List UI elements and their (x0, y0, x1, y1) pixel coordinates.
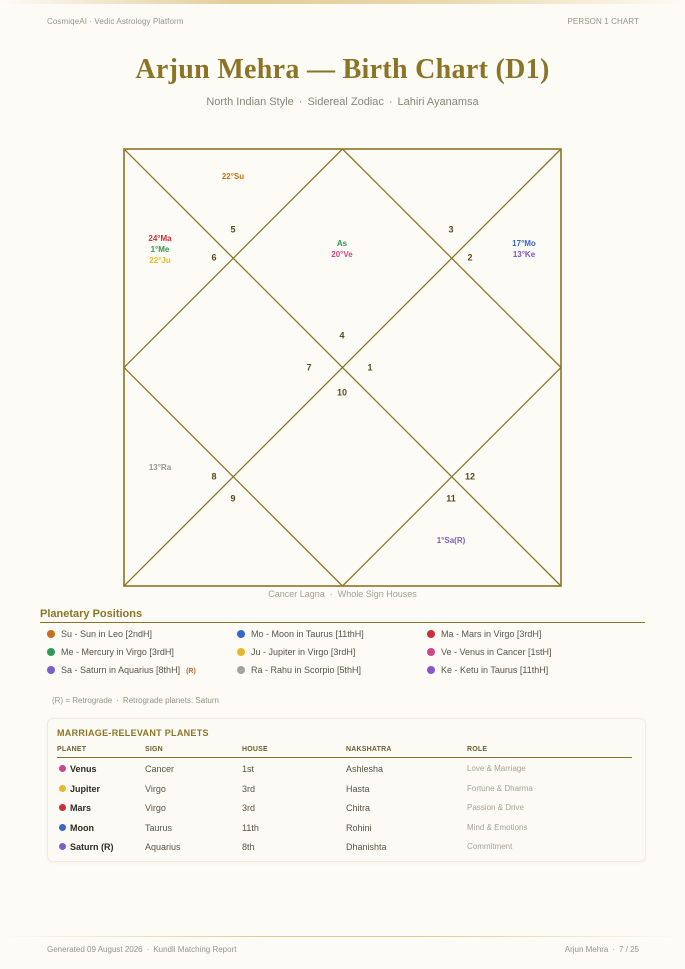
col-nakshatra: NAKSHATRA (346, 746, 392, 753)
planet-house: 3rd (242, 783, 256, 794)
subtitle-separator: · (388, 96, 393, 108)
planet-house: 1st (242, 764, 255, 774)
planet-label: 13°Ke (512, 250, 536, 260)
planet-position-item (427, 627, 541, 641)
table-row (57, 762, 632, 776)
subtitle-ayanamsa: Lahiri Ayanamsa (397, 96, 479, 108)
retrograde-badge: (R) (186, 668, 196, 675)
planet-role: Fortune & Dharma (467, 783, 533, 793)
table-row (57, 821, 632, 835)
chart-grid-lines (124, 149, 561, 586)
house-number-labels (211, 224, 475, 503)
col-planet: PLANET (57, 746, 87, 753)
subtitle-separator: · (298, 96, 303, 108)
table-row (57, 782, 632, 796)
planet-label: 17°Mo (512, 239, 536, 249)
house-number-1: 1 (367, 362, 373, 373)
col-role: ROLE (467, 746, 488, 753)
house-number-4: 4 (339, 330, 345, 341)
house-number-5: 5 (230, 224, 236, 235)
planet-color-dot (59, 785, 66, 792)
footer-divider (0, 936, 685, 937)
planet-color-dot (427, 666, 435, 674)
footer-separator: · (612, 945, 615, 954)
planet-color-dot (59, 804, 66, 811)
table-row (57, 801, 632, 815)
planet-position-item (237, 663, 361, 677)
planet-nakshatra: Chitra (346, 803, 371, 813)
house-number-8: 8 (211, 471, 217, 482)
planet-color-dot (47, 648, 55, 656)
retro-separator: · (116, 696, 119, 705)
footer-generated: Generated 09 August 2026 (47, 945, 143, 954)
planet-house: 8th (242, 842, 255, 852)
retrograde-note (52, 696, 219, 705)
planet-position-label: Ke - Ketu in Taurus [11thH] (441, 665, 549, 675)
planet-label: 20°Ve (331, 250, 353, 260)
planet-role: Commitment (467, 842, 513, 851)
planet-color-dot (237, 630, 245, 638)
planet-position-label: Ra - Rahu in Scorpio [5thH] (251, 665, 362, 675)
subtitle-style: North Indian Style (206, 96, 294, 108)
planet-label: 24°Ma (148, 234, 172, 244)
footer-separator: · (146, 945, 150, 954)
chart-caption (0, 589, 685, 599)
planet-sign: Taurus (145, 822, 173, 833)
planet-label: 22°Su (221, 172, 245, 182)
planet-position-label: Me - Mercury in Virgo [3rdH] (61, 647, 174, 657)
table-header-rule (57, 757, 632, 758)
planet-sign: Virgo (145, 783, 166, 794)
footer-report: Kundli Matching Report (153, 945, 237, 954)
retrograde-legend: (R) = Retrograde (52, 696, 113, 705)
planet-role: Love & Marriage (467, 764, 526, 773)
planet-color-dot (47, 630, 55, 638)
caption-lagna: Cancer Lagna (268, 589, 325, 599)
planet-position-item (47, 663, 196, 677)
retrograde-list: Retrograde planets: Saturn (122, 696, 219, 705)
planet-label: 1°Me (150, 245, 170, 255)
planet-color-dot (427, 630, 435, 638)
planet-nakshatra: Ashlesha (346, 764, 384, 774)
planet-house: 11th (242, 822, 259, 833)
planetary-positions-title: Planetary Positions (40, 608, 143, 620)
planet-sign: Virgo (145, 803, 166, 813)
planet-labels (148, 172, 536, 545)
planet-name: Moon (70, 822, 94, 833)
planet-sign: Aquarius (145, 842, 181, 852)
planet-color-dot (427, 648, 435, 656)
house-number-12: 12 (464, 471, 476, 482)
planet-nakshatra: Rohini (346, 822, 372, 833)
planet-position-label: Ma - Mars in Virgo [3rdH] (441, 629, 542, 639)
header-section: PERSON 1 CHART (567, 17, 639, 26)
planet-sign: Cancer (145, 764, 175, 774)
planet-color-dot (59, 843, 66, 850)
planet-color-dot (47, 666, 55, 674)
planet-name: Venus (70, 764, 97, 774)
planet-position-item (427, 663, 548, 677)
planet-label: 22°Ju (149, 256, 171, 266)
planet-position-item (47, 627, 152, 641)
planet-name: Mars (70, 803, 92, 813)
planet-nakshatra: Dhanishta (346, 842, 387, 852)
header-brand: CosmiqeAI · Vedic Astrology Platform (47, 17, 184, 26)
planet-color-dot (59, 765, 66, 772)
house-number-6: 6 (211, 252, 217, 263)
footer-left (47, 945, 236, 954)
page-title: Arjun Mehra — Birth Chart (D1) (135, 54, 550, 85)
planet-position-item (427, 645, 552, 659)
section-divider (40, 622, 645, 623)
planet-color-dot (237, 666, 245, 674)
planet-position-item (237, 627, 364, 641)
planet-nakshatra: Hasta (346, 783, 370, 794)
planet-label: As (336, 239, 348, 249)
planet-role: Passion & Drive (467, 803, 524, 812)
table-row (57, 840, 632, 854)
page-number: 7 / 25 (618, 945, 639, 954)
col-house: HOUSE (242, 746, 268, 753)
planet-name: Jupiter (70, 783, 101, 794)
house-number-9: 9 (230, 493, 236, 504)
subtitle-zodiac: Sidereal Zodiac (307, 96, 384, 108)
planet-position-label: Ve - Venus in Cancer [1stH] (441, 647, 552, 657)
planet-house: 3rd (242, 803, 256, 813)
house-number-7: 7 (306, 362, 312, 373)
footer-name: Arjun Mehra (564, 945, 609, 954)
col-sign: SIGN (145, 746, 163, 753)
planet-color-dot (237, 648, 245, 656)
marriage-planets-card (47, 718, 646, 862)
planet-position-label: Mo - Moon in Taurus [11thH] (251, 629, 364, 639)
planet-color-dot (59, 824, 66, 831)
house-number-3: 3 (448, 224, 454, 235)
planet-position-item (47, 645, 174, 659)
planet-label: 13°Ra (148, 463, 172, 473)
planet-role: Mind & Emotions (467, 822, 528, 832)
planet-position-item (237, 645, 355, 659)
marriage-planets-title: MARRIAGE-RELEVANT PLANETS (57, 728, 209, 738)
house-number-11: 11 (446, 493, 456, 504)
planet-position-label: Su - Sun in Leo [2ndH] (61, 629, 153, 639)
planet-position-label: Ju - Jupiter in Virgo [3rdH] (251, 647, 356, 657)
caption-separator: · (329, 589, 333, 599)
house-number-10: 10 (336, 387, 348, 398)
planet-label: 1°Sa(R) (436, 536, 466, 546)
marriage-table-header (57, 746, 632, 756)
planet-name: Saturn (R) (70, 842, 114, 852)
footer-right (565, 945, 639, 954)
caption-houses: Whole Sign Houses (337, 589, 417, 599)
planet-position-label: Sa - Saturn in Aquarius [8thH] (61, 665, 181, 675)
house-number-2: 2 (467, 252, 473, 263)
